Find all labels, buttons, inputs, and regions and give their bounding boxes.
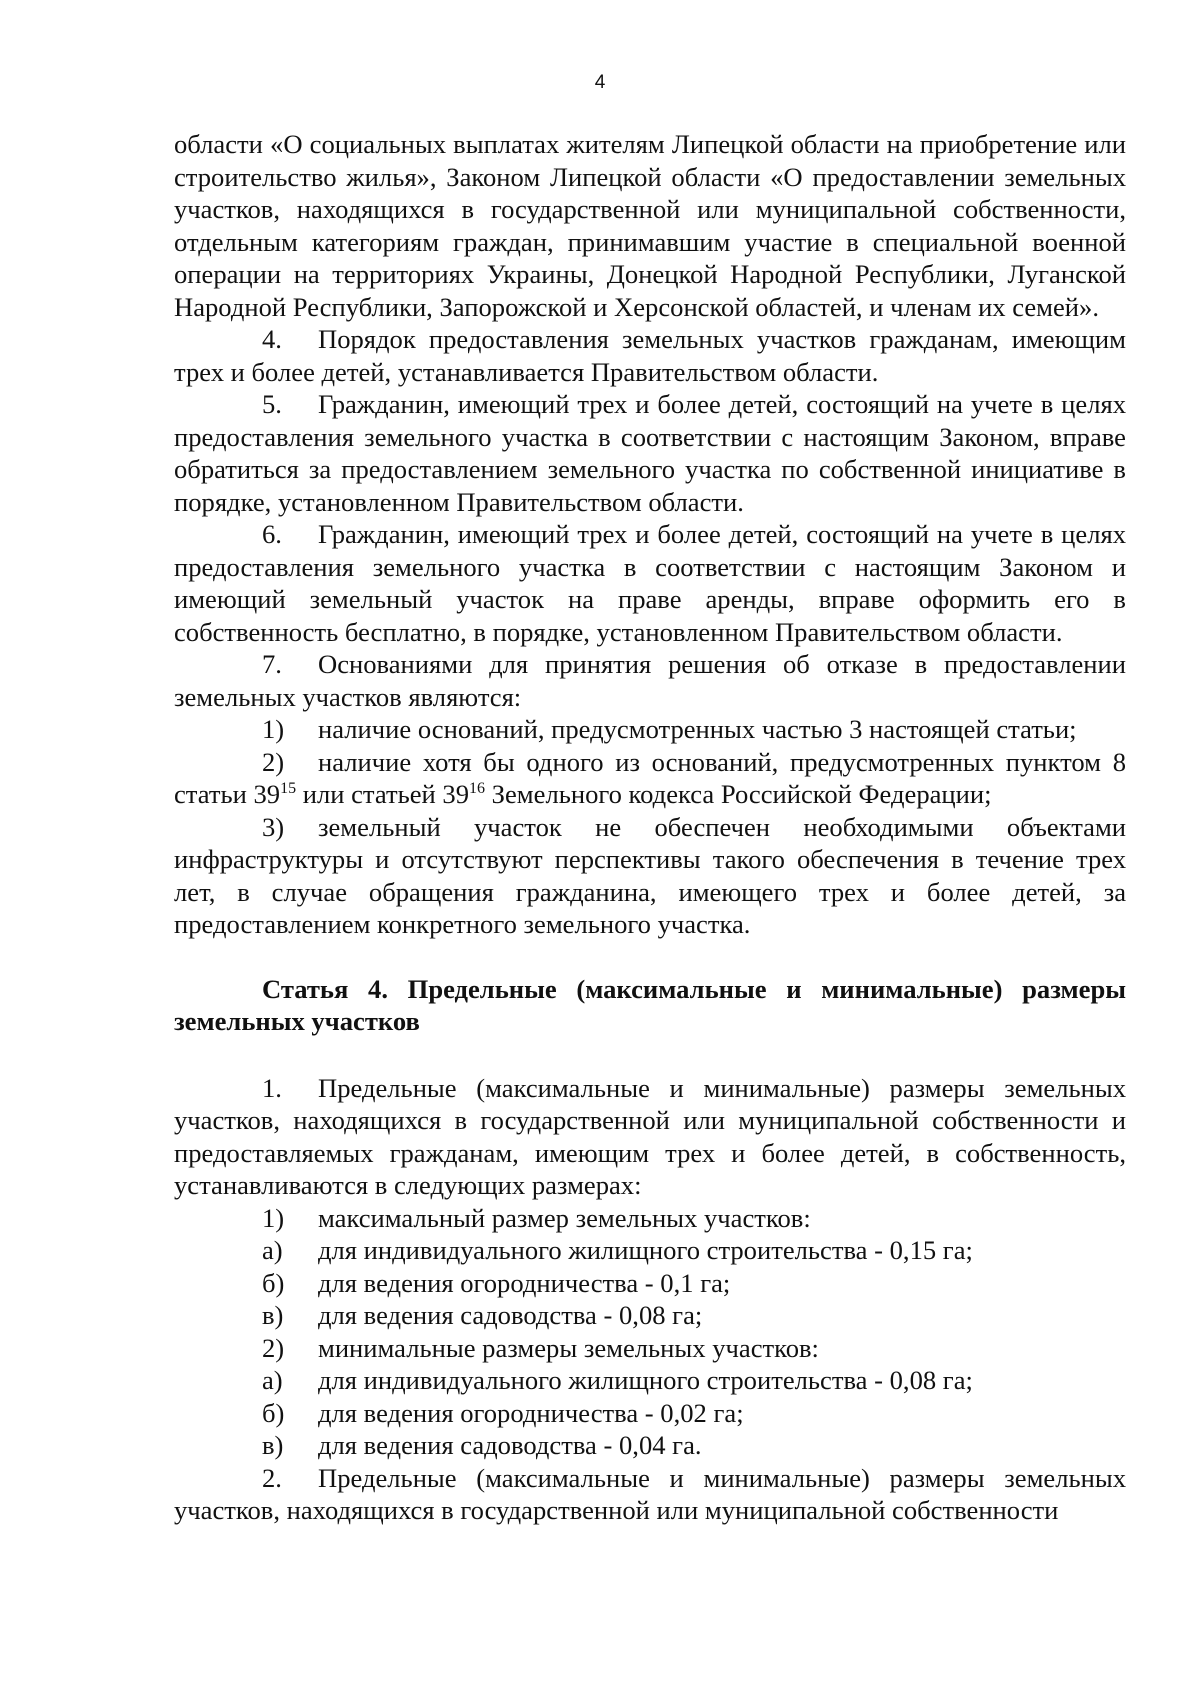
item-label: б) — [262, 1267, 285, 1298]
item-text: для ведения огородничества - 0,02 га; — [318, 1397, 744, 1428]
size-list-item — [174, 1332, 1126, 1365]
item-label: 2) — [262, 1332, 285, 1363]
item-label: а) — [262, 1235, 283, 1265]
superscript: 15 — [280, 780, 297, 798]
item-text: для индивидуального жилищного строительства - 0,15 га; — [318, 1235, 973, 1265]
size-list-item — [174, 1234, 1126, 1267]
size-list-item — [174, 1299, 1126, 1332]
article-heading: Статья 4. Предельные (максимальные и минимальные) размеры земельных участков — [174, 973, 1126, 1036]
page-number: 4 — [594, 72, 606, 93]
item-label: б) — [262, 1397, 285, 1428]
item-label: в) — [262, 1300, 284, 1330]
paragraph-number: 4. — [262, 324, 282, 354]
item-text: для ведения садоводства - 0,04 га. — [318, 1430, 702, 1460]
article-paragraph-1 — [174, 1072, 1126, 1202]
size-list-item — [174, 1364, 1126, 1397]
paragraph-text: Гражданин, имеющий трех и более детей, состоящий на учете в целях предоставления земельного участка в соответствии с настоящим Законом, вправе обратиться за предоставлением земельного участка по собственной инициативе в порядке, установленном Правительством области. — [174, 389, 1126, 517]
paragraph-6 — [174, 518, 1126, 648]
spacer — [174, 941, 1126, 973]
paragraph-number: 2. — [262, 1462, 282, 1493]
paragraph-text: Предельные (максимальные и минимальные) размеры земельных участков, находящихся в государственной или муниципальной собственности и предоставляемых гражданам, имеющим трех и более детей, в собственность, устанавливаются в следующих размерах: — [174, 1072, 1126, 1200]
refusal-item-3 — [174, 811, 1126, 941]
item-label: 1) — [262, 1202, 285, 1233]
paragraph-text: Гражданин, имеющий трех и более детей, состоящий на учете в целях предоставления земельного участка в соответствии с настоящим Законом и имеющий земельный участок на праве аренды, вправе оформить его в собственность бесплатно, в порядке, установленном Правительством области. — [174, 519, 1126, 647]
size-list-item — [174, 1267, 1126, 1300]
item-text: для ведения огородничества - 0,1 га; — [318, 1267, 731, 1298]
item-text: для ведения садоводства - 0,08 га; — [318, 1300, 703, 1330]
size-list-item — [174, 1397, 1126, 1430]
paragraph-5 — [174, 388, 1126, 518]
paragraph-number: 7. — [262, 649, 282, 679]
item-label: а) — [262, 1365, 283, 1395]
spacer — [174, 1038, 1126, 1072]
item-label: 1) — [262, 714, 285, 744]
item-label: 3) — [262, 811, 285, 842]
item-text: для индивидуального жилищного строительства - 0,08 га; — [318, 1365, 973, 1395]
item-text: наличие хотя бы одного из оснований, предусмотренных пунктом 8 статьи 39 — [174, 746, 1126, 809]
item-text: максимальный размер земельных участков: — [318, 1202, 811, 1233]
article-paragraph-2 — [174, 1462, 1126, 1527]
paragraph-number: 5. — [262, 389, 282, 419]
document-body — [174, 128, 1126, 1527]
paragraph-number: 6. — [262, 519, 282, 549]
paragraph-7 — [174, 648, 1126, 713]
item-label: в) — [262, 1430, 284, 1460]
refusal-item-2 — [174, 746, 1126, 811]
item-text: минимальные размеры земельных участков: — [318, 1332, 819, 1363]
size-list-item — [174, 1202, 1126, 1235]
size-list-item — [174, 1429, 1126, 1462]
paragraph-4 — [174, 323, 1126, 388]
paragraph-text: Основаниями для принятия решения об отказе в предоставлении земельных участков являются: — [174, 649, 1126, 712]
superscript: 16 — [469, 780, 486, 798]
item-text: Земельного кодекса Российской Федерации; — [485, 779, 992, 809]
item-text: земельный участок не обеспечен необходимыми объектами инфраструктуры и отсутствуют перспективы такого обеспечения в течение трех лет, в случае обращения гражданина, имеющего трех и более детей, за предоставлением конкретного земельного участка. — [174, 811, 1126, 939]
paragraph-text: Предельные (максимальные и минимальные) размеры земельных участков, находящихся в государственной или муниципальной собственности — [174, 1462, 1126, 1525]
item-text: наличие оснований, предусмотренных частью 3 настоящей статьи; — [318, 714, 1077, 744]
intro-paragraph: области «О социальных выплатах жителям Липецкой области на приобретение или строительство жилья», Законом Липецкой области «О предоставлении земельных участков, находящихся в государственной или муниципальной собственности, отдельным категориям граждан, принимавшим участие в специальной военной операции на территориях Украины, Донецкой Народной Республики, Луганской Народной Республики, Запорожской и Херсонской областей, и членам их семей». — [174, 129, 1126, 322]
item-label: 2) — [262, 746, 285, 777]
item-text: или статьей 39 — [296, 779, 470, 809]
refusal-item-1 — [174, 713, 1126, 746]
paragraph-text: Порядок предоставления земельных участков гражданам, имеющим трех и более детей, устанавливается Правительством области. — [174, 324, 1126, 387]
paragraph-number: 1. — [262, 1072, 282, 1103]
